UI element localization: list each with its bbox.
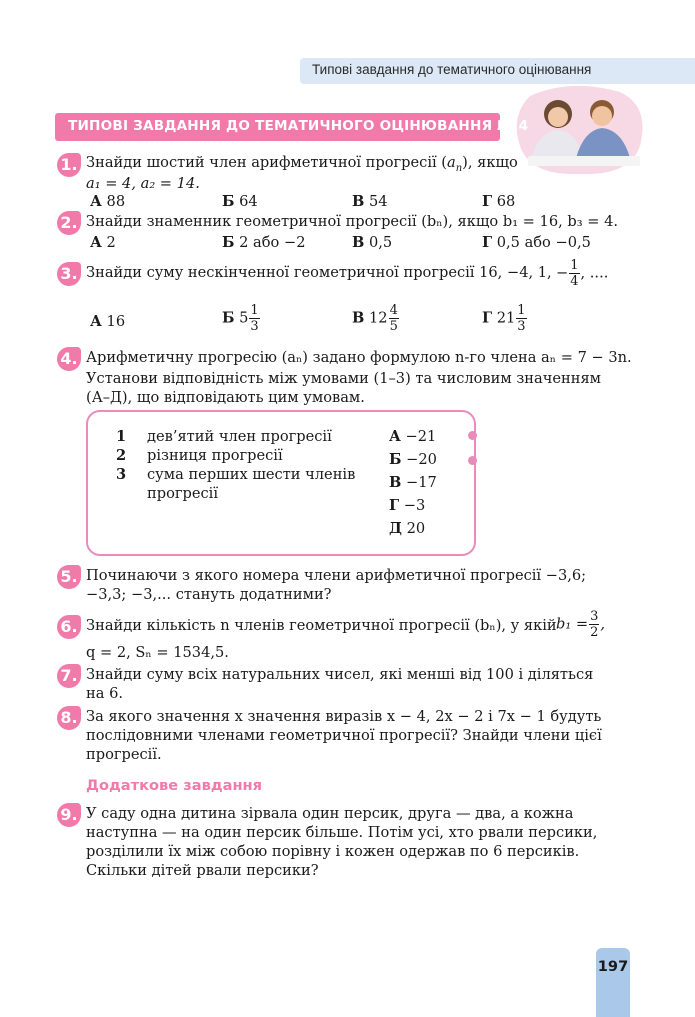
task-2-option-b: Б 2 або −2 — [222, 234, 306, 251]
condition-text-continued: прогресії — [147, 485, 218, 502]
task-4-line-3: (А–Д), що відповідають цим умовам. — [86, 389, 365, 406]
task-number-badge: 4. — [57, 347, 81, 371]
task-3-option-d: Г 21 $\frac{1}{3}$ — [482, 303, 526, 334]
answer-e: Д 20 — [389, 520, 426, 537]
task-9-line-1: У саду одна дитина зірвала один персик, друга — два, а кожна — [86, 805, 574, 822]
task-4-line-2: Установи відповідність між умовами (1–3) та числовим значенням — [86, 370, 602, 387]
condition-number: 3 — [116, 466, 127, 483]
answer-a: А −21 — [389, 428, 437, 445]
answer-c: В −17 — [389, 474, 437, 491]
task-1-option-b: Б 64 — [222, 193, 258, 210]
task-1-option-a: А 88 — [90, 193, 126, 210]
extra-task-title: Додаткове завдання — [86, 777, 262, 794]
task-2-option-a: А 2 — [90, 234, 116, 251]
task-number-badge: 2. — [57, 211, 81, 235]
task-3-option-a: А 16 — [90, 313, 126, 330]
answer-b: Б −20 — [389, 451, 437, 468]
task-3-line-1: Знайди суму нескінченної геометричної прогресії 16, −4, 1, — [86, 264, 552, 281]
task-2-line-1: Знайди знаменник геометричної прогресії (bₙ), якщо b₁ = 16, b₃ = 4. — [86, 213, 619, 230]
task-number-badge: 7. — [57, 664, 81, 688]
task-6-line-2: q = 2, Sₙ = 1534,5. — [86, 644, 229, 661]
task-9-line-3: розділили їх між собою порівну і кожен одержав по 6 персиків. — [86, 843, 580, 860]
task-3-fraction: − $\frac{1}{4}$ , .... — [556, 258, 609, 289]
task-2-option-c: В 0,5 — [352, 234, 393, 251]
answer-d: Г −3 — [389, 497, 426, 514]
task-7-line-1: Знайди суму всіх натуральних чисел, які менші від 100 і діляться — [86, 666, 594, 683]
connector-dot — [468, 431, 477, 440]
section-title: ТИПОВІ ЗАВДАННЯ ДО ТЕМАТИЧНОГО ОЦІНЮВАННЯ № 4 — [68, 118, 529, 134]
task-8-line-2: послідовними членами геометричної прогресії? Знайди члени цієї — [86, 727, 602, 744]
task-number-badge: 3. — [57, 262, 81, 286]
task-number-badge: 5. — [57, 565, 81, 589]
task-3-option-b: Б 5 $\frac{1}{3}$ — [222, 303, 259, 334]
condition-text: дев’ятий член прогресії — [147, 428, 332, 445]
task-6-line-1: Знайди кількість n членів геометричної прогресії (bₙ), у якій — [86, 617, 557, 634]
task-8-line-1: За якого значення x значення виразів x − 4, 2x − 2 і 7x − 1 будуть — [86, 708, 602, 725]
task-7-line-2: на 6. — [86, 685, 123, 702]
task-6-fraction: b₁ = $\frac{3}{2}$ , — [556, 609, 605, 640]
task-number-badge: 8. — [57, 706, 81, 730]
task-2-option-d: Г 0,5 або −0,5 — [482, 234, 591, 251]
condition-text: різниця прогресії — [147, 447, 283, 464]
page-number: 197 — [597, 958, 629, 975]
condition-text: сума перших шести членів — [147, 466, 356, 483]
task-3-option-c: В 12 $\frac{4}{5}$ — [352, 303, 398, 334]
condition-number: 1 — [116, 428, 127, 445]
task-4-line-1: Арифметичну прогресію (aₙ) задано формулою n-го члена aₙ = 7 − 3n. — [86, 349, 632, 366]
connector-dot — [468, 456, 477, 465]
task-number-badge: 9. — [57, 803, 81, 827]
task-5-line-2: −3,3; −3,... стануть додатними? — [86, 586, 332, 603]
task-number-badge: 6. — [57, 615, 81, 639]
running-header: Типові завдання до тематичного оцінювання — [312, 62, 592, 77]
task-1-option-c: В 54 — [352, 193, 388, 210]
task-1-line-1: Знайди шостий член арифметичної прогресії $(a_n)$, якщо — [86, 154, 518, 174]
task-8-line-3: прогресії. — [86, 746, 162, 763]
condition-number: 2 — [116, 447, 127, 464]
task-number-badge: 1. — [57, 153, 81, 177]
task-9-line-4: Скільки дітей рвали персики? — [86, 862, 319, 879]
task-5-line-1: Починаючи з якого номера члени арифметичної прогресії −3,6; — [86, 567, 587, 584]
task-9-line-2: наступна — на один персик більше. Потім усі, хто рвали персики, — [86, 824, 598, 841]
students-photo — [510, 86, 650, 178]
task-1-line-2: a₁ = 4, a₂ = 14. — [86, 175, 200, 192]
task-1-option-d: Г 68 — [482, 193, 516, 210]
